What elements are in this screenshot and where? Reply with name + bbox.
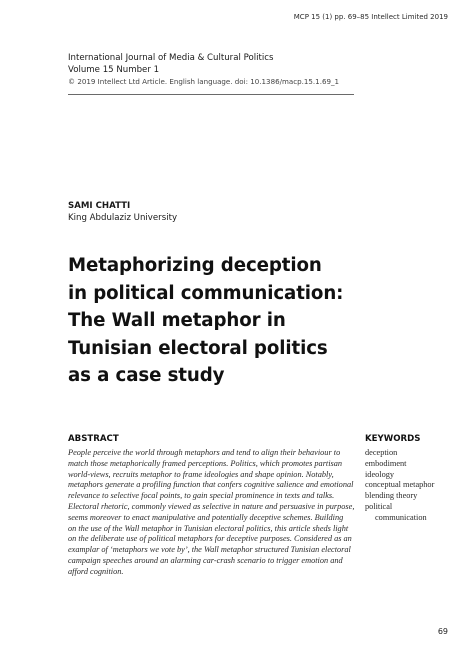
title-line: Metaphorizing deception <box>68 255 322 276</box>
running-head: MCP 15 (1) pp. 69–85 Intellect Limited 2019 <box>293 13 448 21</box>
author-affiliation: King Abdulaziz University <box>68 212 178 223</box>
abstract-line: seems moreover to enact manipulative and potentially deceptive schemes. Building <box>68 512 344 522</box>
keyword-item: political <box>365 501 393 511</box>
page-number: 69 <box>437 627 448 636</box>
abstract-line: match those metaphorically framed perceptions. Politics, which promotes partisan <box>68 458 343 468</box>
abstract-line: relevance to selective focal points, to gain special prominence in texts and talks. <box>68 491 335 501</box>
keywords-heading: KEYWORDS <box>365 434 421 444</box>
abstract-line: People perceive the world through metaphors and tend to align their behaviour to <box>68 448 341 457</box>
title-line: as a case study <box>68 365 225 386</box>
journal-name: International Journal of Media & Cultural Politics <box>68 53 274 63</box>
abstract-line: Electoral rhetoric, commonly viewed as selective in nature and persuasive in purpose, <box>68 501 355 511</box>
keyword-item: communication <box>375 512 427 522</box>
keyword-item: ideology <box>365 469 395 479</box>
keyword-item: embodiment <box>365 458 407 468</box>
abstract-line: afford cognition. <box>68 566 124 576</box>
title-line: Tunisian electoral politics <box>68 337 328 359</box>
abstract-line: world-views, recruits metaphor to frame ideologies and shape opinion. Notably, <box>68 469 334 479</box>
keyword-item: blending theory <box>365 491 418 501</box>
keywords-list <box>365 448 465 524</box>
author-name: SAMI CHATTI <box>68 201 131 211</box>
article-title <box>68 252 428 390</box>
abstract-line: campaign speeches around an alarming car-crash scenario to trigger emotion and <box>68 555 343 565</box>
abstract-text <box>68 448 356 578</box>
journal-volume: Volume 15 Number 1 <box>68 64 160 75</box>
keyword-item: deception <box>365 448 398 457</box>
abstract-line: on the deliberate use of political metaphors for deceptive purposes. Considered as an <box>68 534 352 544</box>
header-rule <box>68 94 354 95</box>
abstract-line: on the use of the Wall metaphor in Tunisian electoral politics, this article sheds light <box>68 523 349 533</box>
title-line: The Wall metaphor in <box>68 310 286 331</box>
abstract-heading: ABSTRACT <box>68 434 119 444</box>
author-block <box>68 201 368 225</box>
journal-info <box>68 53 368 88</box>
abstract-line: metaphors generate a profiling function that confers cognitive salience and emotional <box>68 480 354 490</box>
abstract-line: examplar of ‘metaphors we vote by’, the Wall metaphor structured Tunisian electoral <box>68 545 351 555</box>
keyword-item: conceptual metaphor <box>365 480 435 490</box>
title-line: in political communication: <box>68 282 344 304</box>
journal-copyright: © 2019 Intellect Ltd Article. English language. doi: 10.1386/macp.15.1.69_1 <box>68 77 340 86</box>
